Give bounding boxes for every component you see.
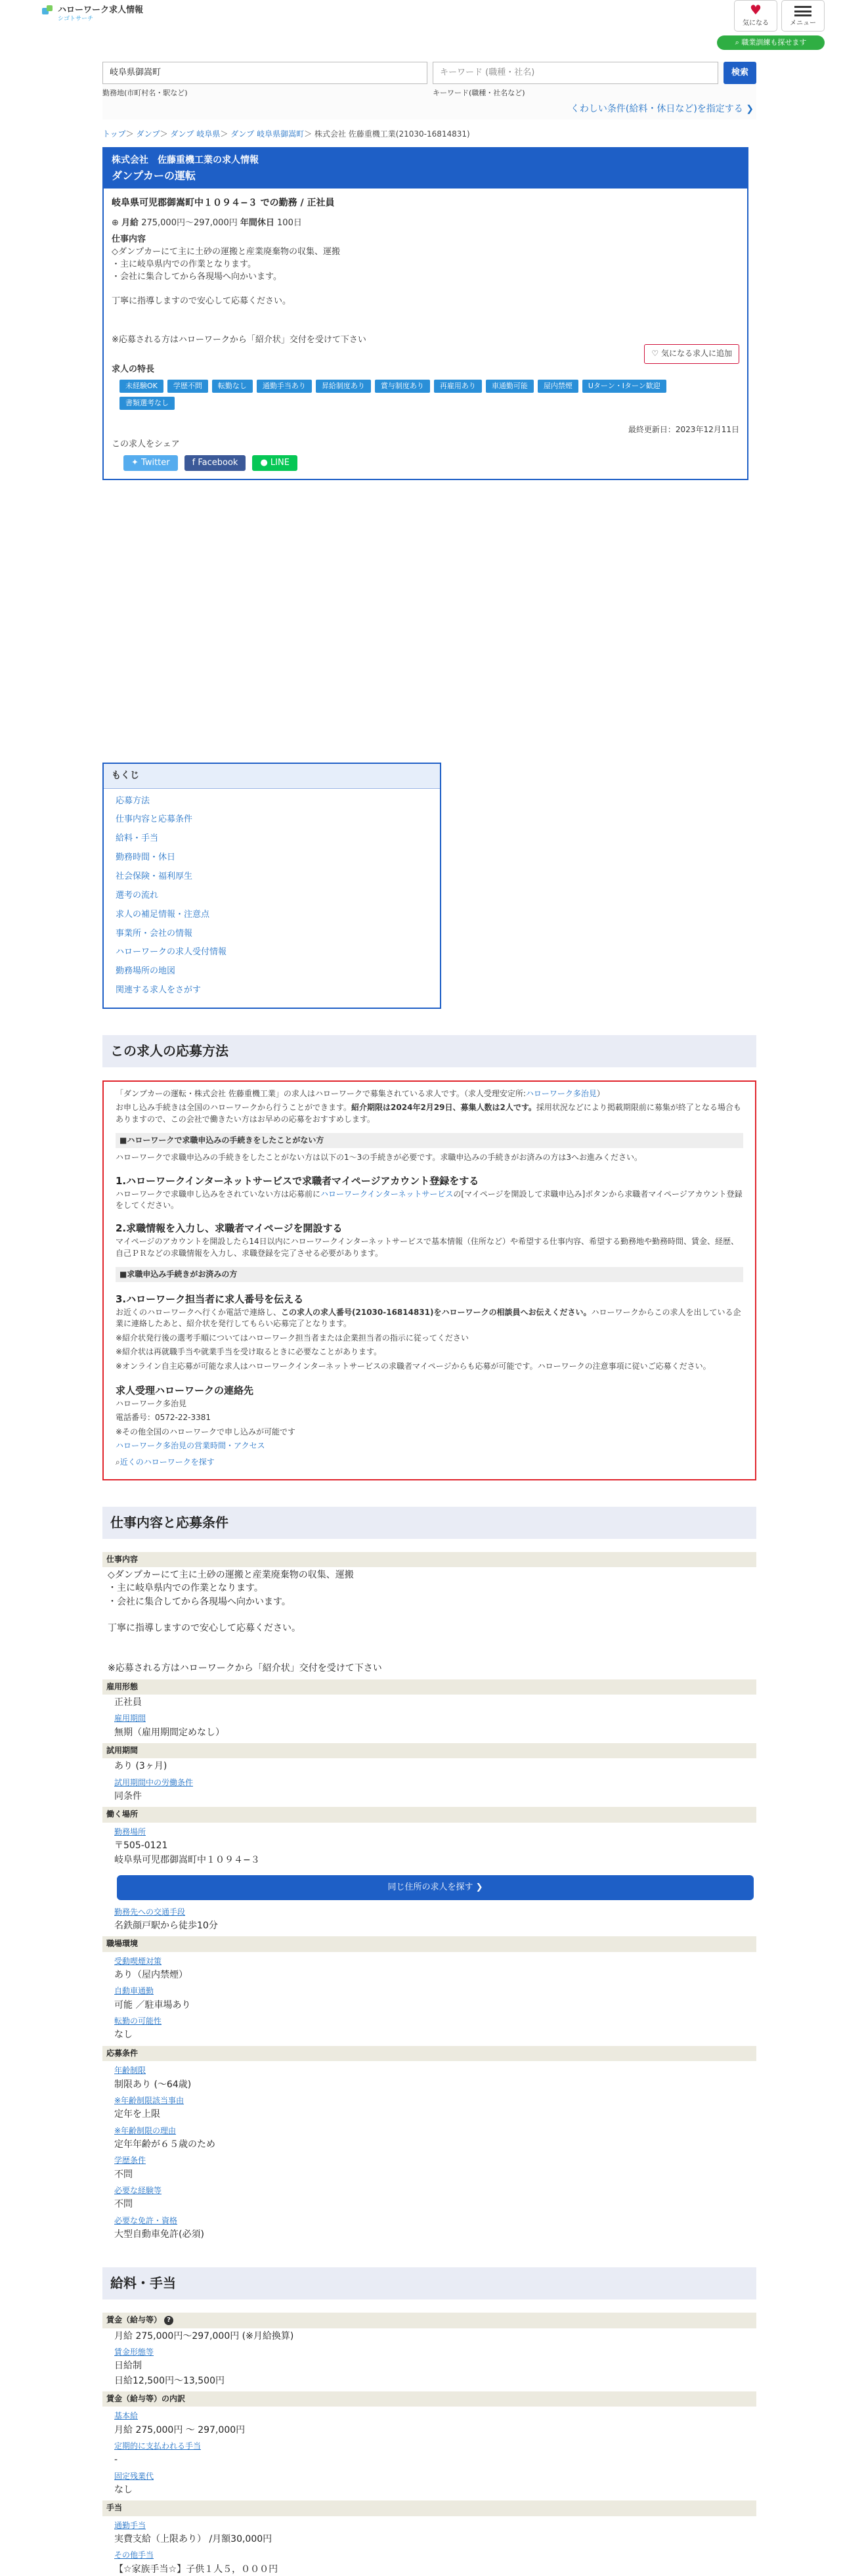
- age-exception-value: 定年を上限: [114, 2109, 160, 2120]
- group-workplace: 働く場所: [102, 1807, 756, 1822]
- job-summary-card: [102, 147, 748, 481]
- advanced-search-link[interactable]: [102, 102, 756, 116]
- group-environment: 職場環境: [102, 1936, 756, 1951]
- favorites-button[interactable]: [734, 0, 777, 32]
- fixed-overtime-label[interactable]: 固定残業代: [114, 2471, 154, 2481]
- company-name: 株式会社 佐藤重機工業の求人情報: [112, 154, 259, 166]
- toc-item[interactable]: 選考の流れ: [116, 890, 159, 900]
- apply-intro-2c: 採用状況などにより掲載期限前に募集が終了となる場合もありますので、この会社で働きたい方はお早めの応募をおすすめします。: [116, 1103, 741, 1124]
- salary-list: [102, 2313, 756, 2576]
- logo-mark-icon: [42, 5, 54, 16]
- feature-tag[interactable]: 再雇用あり: [434, 380, 482, 393]
- age-limit-value: 制限あり (〜64歳): [114, 2079, 192, 2090]
- keyword-label: キーワード(職種・社名など): [432, 89, 525, 97]
- feature-tag[interactable]: 昇給制度あり: [316, 380, 371, 393]
- step-1-text-b: の[マイページを開設して求職申込み]ボタンから求職者マイページアカウント登録をしてください。: [116, 1189, 743, 1210]
- transfer-label[interactable]: 転勤の可能性: [114, 2016, 162, 2026]
- smoking-label[interactable]: 受動喫煙対策: [114, 1956, 162, 1966]
- step-2-text: マイページのアカウントを開設したら14日以内にハローワークインターネットサービスで基本情報（住所など）や希望する仕事内容、希望する勤務地や勤務時間、賃金、経歴、自己ＰＲなどの求職情報を入力し、求職登録を完了させる必要があります。: [116, 1237, 739, 1258]
- last-updated: 最終更新日：2023年12月11日: [628, 425, 739, 435]
- heart-icon: ♥: [750, 2, 762, 18]
- search-panel: [102, 62, 756, 120]
- table-of-contents: [102, 763, 441, 1009]
- experience-label[interactable]: 必要な経験等: [114, 2185, 162, 2195]
- apply-intro-close: ）: [596, 1088, 605, 1098]
- trial-conditions: 同条件: [114, 1790, 142, 1802]
- access-value: 名鉄顔戸駅から徒歩10分: [114, 1921, 218, 1932]
- group-requirements: 応募条件: [102, 2046, 756, 2061]
- toc-item[interactable]: 事業所・会社の情報: [116, 928, 193, 939]
- wage-value: 275,000円〜297,000円: [141, 218, 238, 229]
- not-registered-text: ハローワークで求職申込みの手続きをしたことがない方は以下の1〜3の手続きが必要です。求職申込みの手続きがお済みの方は3へお進みください。: [116, 1153, 642, 1163]
- access-label[interactable]: 勤務先への交通手段: [114, 1907, 186, 1917]
- smoking-value: あり（屋内禁煙）: [114, 1970, 188, 1981]
- step-1-title: 1.ハローワークインターネットサービスで求職者マイページアカウント登録をする: [116, 1174, 479, 1187]
- regular-allowance-value: -: [114, 2454, 118, 2466]
- toc-item[interactable]: ハローワークの求人受付情報: [116, 947, 227, 958]
- toc-item[interactable]: 仕事内容と応募条件: [116, 814, 193, 825]
- job-title: ダンプカーの運転: [112, 169, 196, 182]
- conditions-section-heading: 仕事内容と応募条件: [102, 1507, 756, 1539]
- step-1-text: [116, 1189, 743, 1212]
- step-3-title: 3.ハローワーク担当者に求人番号を伝える: [116, 1293, 304, 1306]
- feature-tag[interactable]: 車通勤可能: [486, 380, 534, 393]
- employment-period: 無期（雇用期間定めなし）: [114, 1727, 225, 1738]
- salary-section-heading: 給料・手当: [102, 2267, 756, 2299]
- apply-intro-1: [116, 1088, 743, 1099]
- site-logo[interactable]: [42, 5, 143, 23]
- trial-conditions-label[interactable]: 試用期間中の労働条件: [114, 1777, 194, 1787]
- toc-item[interactable]: 関連する求人をさがす: [116, 985, 202, 996]
- line-label: LINE: [270, 457, 290, 468]
- feature-tag[interactable]: 賞与制度あり: [375, 380, 430, 393]
- facebook-icon: f: [192, 457, 196, 468]
- feature-tag[interactable]: 転勤なし: [212, 380, 253, 393]
- toc-item[interactable]: 社会保険・福利厚生: [116, 872, 193, 882]
- feature-tag[interactable]: 学歴不問: [167, 380, 208, 393]
- location-label: 勤務地(市町村名・駅など): [102, 89, 188, 97]
- intro-note: ※応募される方はハローワークから「紹介状」交付を受けて下さい: [112, 335, 366, 345]
- employment-period-label[interactable]: 雇用期間: [114, 1714, 146, 1723]
- education-label[interactable]: 学歴条件: [114, 2156, 146, 2165]
- yen-icon: ⊕: [112, 218, 119, 229]
- postal-code: 〒505-0121: [114, 1840, 168, 1852]
- contact-access-link[interactable]: ハローワーク多治見の営業時間・アクセス: [116, 1440, 265, 1450]
- group-wage: [102, 2313, 756, 2328]
- wage-group-label: 賃金（給与等）: [106, 2315, 162, 2325]
- step-2-title: 2.求職情報を入力し、求職者マイページを開設する: [116, 1222, 343, 1235]
- twitter-icon: ✦: [131, 457, 139, 468]
- menu-button[interactable]: [781, 0, 825, 32]
- trial-period: あり (3ヶ月): [114, 1761, 167, 1772]
- contact-title: 求人受理ハローワークの連絡先: [116, 1385, 254, 1397]
- twitter-label: Twitter: [141, 457, 170, 468]
- apply-note-2: ※紹介状は再就職手当や就業手当を受け取るときに必要なことがあります。: [116, 1347, 382, 1357]
- share-buttons: [123, 455, 739, 472]
- help-icon[interactable]: ?: [164, 2316, 173, 2325]
- step-3-text: [116, 1307, 743, 1330]
- apply-intro-2: [116, 1102, 743, 1125]
- apply-intro-2a: お申し込み手続きは全国のハローワークから行うことができます。: [116, 1103, 352, 1113]
- age-reason-value: 定年年齢が６５歳のため: [114, 2139, 215, 2150]
- chevron-right-icon: ❯: [475, 1882, 483, 1892]
- favorites-label: 気になる: [743, 20, 769, 27]
- internet-service-link[interactable]: ハローワークインターネットサービス: [320, 1189, 454, 1199]
- age-exception-label[interactable]: ※年齢制限該当事由: [114, 2095, 184, 2105]
- car-commute-value: 可能 ／駐車場あり: [114, 1999, 191, 2010]
- wage-value: 月給 275,000円〜297,000円 (※月給換算): [114, 2330, 294, 2342]
- age-reason-label[interactable]: ※年齢制限の理由: [114, 2125, 177, 2135]
- holiday-label: 年間休日: [240, 218, 274, 229]
- feature-tag[interactable]: 屋内禁煙: [538, 380, 578, 393]
- line-share-button[interactable]: [252, 455, 297, 472]
- step-3-job-number: この求人の求人番号(21030-16814831)をハローワークの相談員へお伝えください。: [281, 1308, 592, 1318]
- breadcrumb-dump-mitake[interactable]: ダンプ 岐阜県御嵩町: [230, 129, 305, 139]
- job-card-header: [104, 148, 747, 189]
- job-wage-line: [112, 217, 739, 230]
- workplace-label[interactable]: 勤務場所: [114, 1827, 146, 1836]
- add-favorite-label: 気になる求人に追加: [660, 349, 732, 359]
- contact-phone: 電話番号：0572-22-3381: [116, 1413, 211, 1423]
- features-label: 求人の特長: [112, 364, 155, 374]
- apply-note-3: ※オンライン自主応募が可能な求人はハローワークインターネットサービスの求職者マイページからも応募が可能です。ハローワークの注意事項に従いご応募ください。: [116, 1361, 711, 1371]
- feature-tag[interactable]: 通勤手当あり: [257, 380, 312, 393]
- breadcrumb: トップ＞ ダンプ＞ ダンプ 岐阜県＞ ダンプ 岐阜県御嵩町＞ 株式会社 佐藤重機工業(21030-16814831): [102, 129, 470, 139]
- group-allowances: 手当: [102, 2500, 756, 2516]
- fixed-overtime-value: なし: [114, 2485, 133, 2496]
- find-nearby-hellowork-link[interactable]: 近くのハローワークを探す: [119, 1457, 215, 1467]
- training-label: 職業訓練も探せます: [741, 38, 807, 47]
- training-search-button[interactable]: ⌕ 職業訓練も探せます: [717, 35, 825, 50]
- group-employment: 雇用形態: [102, 1679, 756, 1695]
- breadcrumb-top[interactable]: トップ: [102, 129, 126, 139]
- logo-title: ハローワーク求人情報: [58, 5, 144, 15]
- keyword-input[interactable]: キーワード (職種・社名): [433, 62, 718, 84]
- feature-tag[interactable]: 書類選考なし: [119, 397, 175, 410]
- advanced-search-label: くわしい条件(給料・休日など)を指定する: [570, 103, 743, 114]
- apply-section-heading: この求人の応募方法: [102, 1035, 756, 1067]
- step-3-text-c: ハローワークからこの求人を出している企業に連絡したあと、紹介状を発行してもらい応募完了となります。: [116, 1308, 741, 1329]
- wage-form-value: 日給制: [114, 2361, 142, 2372]
- regular-allowance-label[interactable]: 定期的に支払われる手当: [114, 2441, 202, 2451]
- education-value: 不問: [114, 2169, 133, 2180]
- toc-item[interactable]: 勤務場所の地図: [116, 966, 176, 977]
- site-header: [0, 0, 843, 47]
- license-value: 大型自動車免許(必須): [114, 2229, 204, 2240]
- feature-tags: [119, 380, 697, 410]
- work-detail-text: ◇ダンプカーにて主に土砂の運搬と産業廃棄物の収集、運搬 ・主に岐阜県内での作業となります。 ・会社に集合してから各現場へ向かいます。 丁寧に指導しますので安心して応募ください。 ※応募される方はハローワークから「紹介状」交付を受けて下さい: [108, 1570, 382, 1674]
- facebook-share-button[interactable]: [184, 455, 246, 472]
- other-allowance-value: 【☆家族手当☆】子供１人５，０００円: [114, 2564, 278, 2575]
- group-trial: 試用期間: [102, 1743, 756, 1758]
- apply-note-1: ※紹介状発行後の選考手順についてはハローワーク担当者または企業担当者の指示に従ってください: [116, 1333, 469, 1343]
- search-icon: ⌕: [116, 1457, 120, 1467]
- job-location: 岐阜県可児郡御嵩町中１０９４−３ での勤務 / 正社員: [112, 198, 335, 209]
- logo-subtitle: シゴトサーチ: [58, 16, 94, 22]
- daily-wage-value: 日給12,500円〜13,500円: [114, 2375, 225, 2386]
- hellowork-tajimi-link[interactable]: ハローワーク多治見: [525, 1088, 597, 1098]
- base-salary-value: 月給 275,000円 〜 297,000円: [114, 2424, 246, 2435]
- other-allowance-label[interactable]: その他手当: [114, 2550, 154, 2560]
- search-button[interactable]: 検索: [724, 62, 756, 84]
- breadcrumb-dump[interactable]: ダンプ: [136, 129, 160, 139]
- holiday-value: 100日: [277, 218, 302, 229]
- chevron-right-icon: ❯: [746, 103, 754, 114]
- step-3-text-a: お近くのハローワークへ行くか電話で連絡し、: [116, 1308, 282, 1318]
- feature-tag[interactable]: Uターン・Iターン歓迎: [582, 380, 666, 393]
- add-favorite-button[interactable]: [644, 344, 739, 363]
- group-wage-breakdown: 賃金（給与等）の内訳: [102, 2391, 756, 2407]
- share-label: この求人をシェア: [112, 439, 180, 449]
- toc-title: もくじ: [104, 764, 440, 788]
- toc-item[interactable]: 勤務時間・休日: [116, 853, 176, 863]
- apply-deadline: 紹介期限は2024年2月29日、募集人数は2人です。: [351, 1103, 536, 1113]
- hamburger-icon: [794, 6, 811, 16]
- workplace-address: 岐阜県可児郡御嵩町中１０９４−３: [114, 1855, 260, 1866]
- experience-value: 不問: [114, 2199, 133, 2210]
- group-work: 仕事内容: [102, 1552, 756, 1567]
- commute-allowance-label[interactable]: 通勤手当: [114, 2520, 146, 2530]
- menu-label: メニュー: [790, 20, 816, 27]
- wage-label: 月給: [121, 218, 139, 229]
- twitter-share-button[interactable]: [123, 455, 178, 472]
- commute-allowance-value: 実費支給（上限あり） /月額30,000円: [114, 2534, 272, 2545]
- work-content-label: 仕事内容: [112, 234, 146, 245]
- apply-intro-text: 「ダンプカーの運転・株式会社 佐藤重機工業」の求人はハローワークで募集されている求人です。（求人受理安定所:: [116, 1088, 526, 1098]
- heart-outline-icon: ♡: [651, 349, 659, 359]
- conditions-list: [102, 1552, 756, 2242]
- car-commute-label[interactable]: 自動車通勤: [114, 1986, 154, 1996]
- transfer-value: なし: [114, 2030, 133, 2041]
- location-input[interactable]: 岐阜県御嵩町: [102, 62, 427, 84]
- base-salary-label[interactable]: 基本給: [114, 2411, 139, 2421]
- same-address-label: 同じ住所の求人を探す: [387, 1882, 473, 1892]
- line-icon: ●: [260, 457, 268, 468]
- age-limit-label[interactable]: 年齢制限: [114, 2066, 146, 2076]
- feature-tag[interactable]: 未経験OK: [119, 380, 163, 393]
- toc-item[interactable]: 応募方法: [116, 795, 150, 806]
- work-content-text: ◇ダンプカーにて主に土砂の運搬と産業廃棄物の収集、運搬 ・主に岐阜県内での作業となります。 ・会社に集合してから各現場へ向かいます。 丁寧に指導しますので安心して応募ください。: [112, 247, 340, 307]
- employment-type: 正社員: [114, 1697, 142, 1708]
- license-label[interactable]: 必要な免許・資格: [114, 2215, 178, 2225]
- breadcrumb-dump-gifu[interactable]: ダンプ 岐阜県: [170, 129, 221, 139]
- toc-item[interactable]: 求人の補足情報・注意点: [116, 909, 210, 920]
- not-registered-bar: ■ハローワークで求職申込みの手続きをしたことがない方: [116, 1133, 743, 1148]
- contact-note: ※その他全国のハローワークで申し込みが可能です: [116, 1427, 296, 1436]
- facebook-label: Facebook: [198, 457, 238, 468]
- contact-name: ハローワーク多治見: [116, 1398, 187, 1408]
- wage-form-label[interactable]: 賃金形態等: [114, 2347, 154, 2357]
- apply-method-box: [102, 1080, 756, 1480]
- toc-item[interactable]: 給料・手当: [116, 833, 159, 844]
- breadcrumb-current: 株式会社 佐藤重機工業(21030-16814831): [314, 129, 470, 139]
- step-1-text-a: ハローワークで求職申し込みをされていない方は応募前に: [116, 1189, 321, 1199]
- registered-bar: ■求職申込み手続きがお済みの方: [116, 1267, 743, 1282]
- same-address-search-button[interactable]: [117, 1875, 754, 1900]
